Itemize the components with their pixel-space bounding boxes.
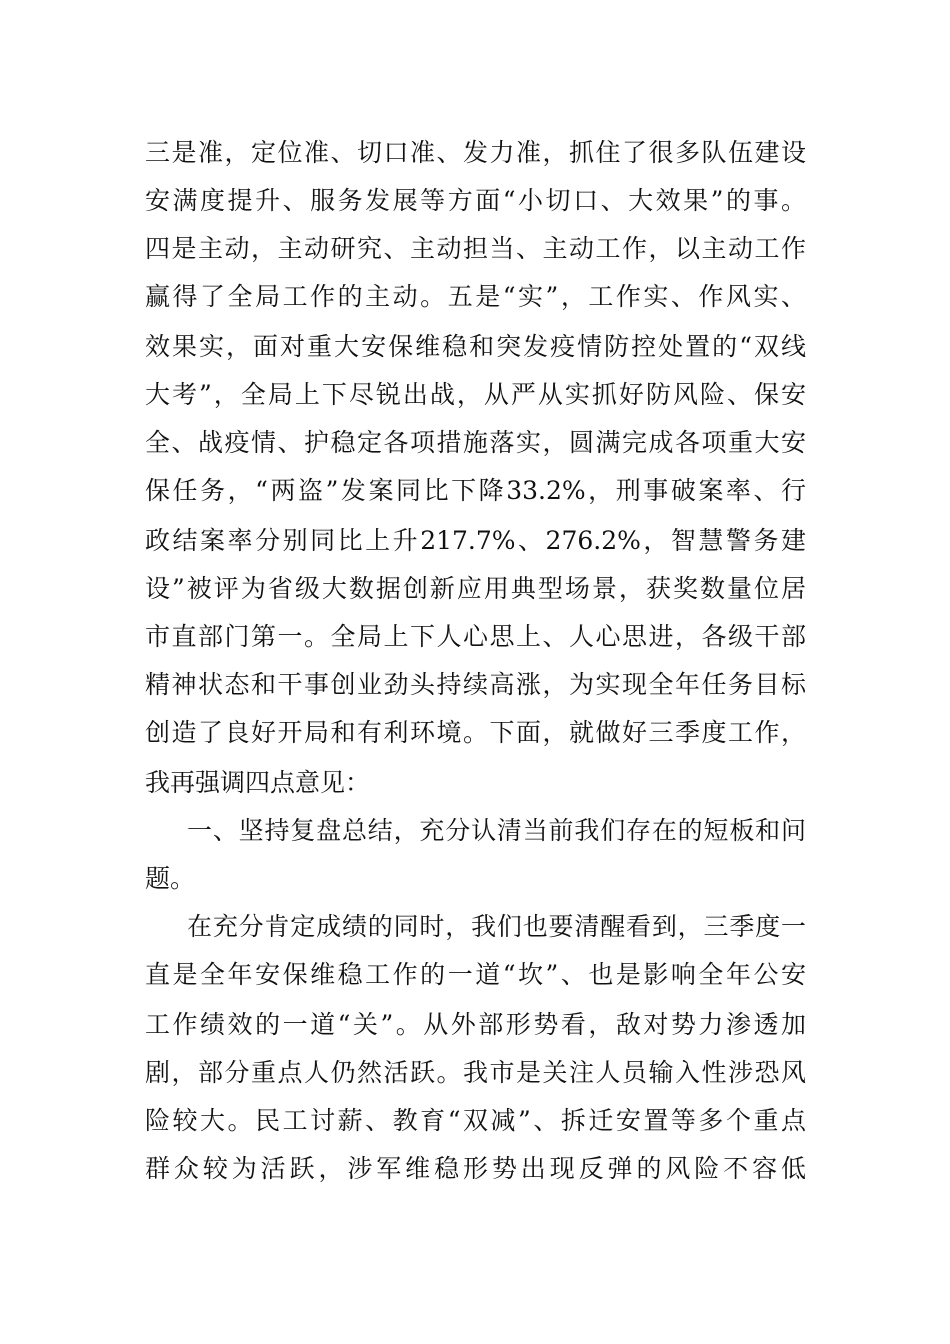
text-line: 四是主动，主动研究、主动担当、主动工作，以主动工作	[145, 234, 806, 263]
section-heading-end: 题。	[145, 864, 196, 893]
text-line: 设”被评为省级大数据创新应用典型场景，获奖数量位居	[145, 574, 806, 603]
text-line: 政结案率分别同比上升217.7%、276.2%，智慧警务建	[145, 526, 806, 555]
text-line: 市直部门第一。全局上下人心思上、人心思进，各级干部	[145, 622, 806, 651]
text-line: 创造了良好开局和有利环境。下面，就做好三季度工作，	[145, 718, 806, 747]
text-line: 保任务，“两盗”发案同比下降33.2%，刑事破案率、行	[145, 476, 806, 505]
text-line: 险较大。民工讨薪、教育“双减”、拆迁安置等多个重点	[145, 1106, 806, 1135]
section-heading: 一、坚持复盘总结，充分认清当前我们存在的短板和问	[187, 816, 806, 845]
text-line: 效果实，面对重大安保维稳和突发疫情防控处置的“双线	[145, 332, 806, 361]
text-line: 安满度提升、服务发展等方面“小切口、大效果”的事。	[145, 186, 806, 215]
paragraph-start: 在充分肯定成绩的同时，我们也要清醒看到，三季度一	[187, 912, 806, 941]
text-line: 我再强调四点意见：	[145, 768, 371, 797]
text-line: 群众较为活跃，涉军维稳形势出现反弹的风险不容低	[145, 1154, 806, 1183]
text-line: 大考”，全局上下尽锐出战，从严从实抓好防风险、保安	[145, 380, 806, 409]
text-line: 三是准，定位准、切口准、发力准，抓住了很多队伍建设	[145, 138, 806, 167]
text-line: 赢得了全局工作的主动。五是“实”，工作实、作风实、	[145, 282, 806, 311]
text-line: 剧，部分重点人仍然活跃。我市是关注人员输入性涉恐风	[145, 1058, 806, 1087]
text-line: 精神状态和干事创业劲头持续高涨，为实现全年任务目标	[145, 670, 806, 699]
text-line: 工作绩效的一道“关”。从外部形势看，敌对势力渗透加	[145, 1010, 806, 1039]
text-line: 全、战疫情、护稳定各项措施落实，圆满完成各项重大安	[145, 428, 806, 457]
text-line: 直是全年安保维稳工作的一道“坎”、也是影响全年公安	[145, 960, 806, 989]
